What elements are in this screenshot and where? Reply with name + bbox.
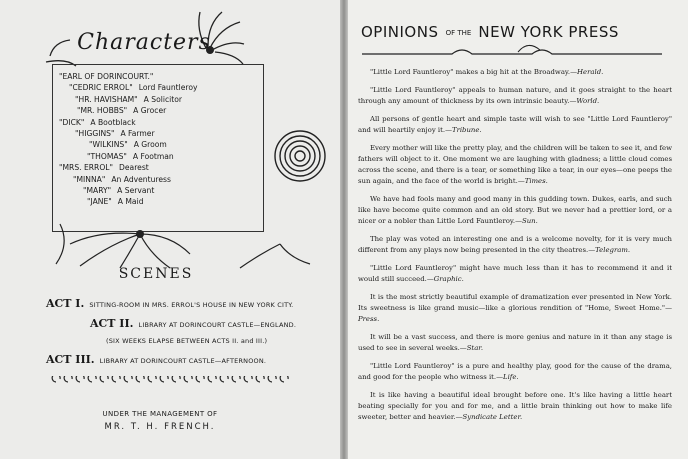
- cast-description: A Farmer: [120, 129, 155, 139]
- quote-source: Herald.: [577, 68, 604, 76]
- act-number: ACT I.: [46, 297, 85, 310]
- act-1: [46, 292, 293, 311]
- cast-member: [59, 117, 257, 128]
- cast-member: [59, 174, 257, 185]
- cast-member: [59, 71, 257, 82]
- press-heading-mid: OF THE: [445, 28, 472, 37]
- cast-list: [52, 64, 264, 232]
- quote-text: "Little Lord Fauntleroy" might have much less than it has to recommend it and it would still succeed.—: [358, 263, 672, 284]
- cast-role: "EARL OF DORINCOURT.": [59, 72, 154, 81]
- act-setting: SITTING-ROOM IN MRS. ERROL'S HOUSE IN NEW YORK CITY.: [89, 301, 294, 309]
- quote-source: Graphic.: [433, 275, 464, 284]
- press-quotes: [358, 67, 672, 430]
- press-quote: [358, 390, 672, 424]
- scroll-border-icon: [50, 376, 290, 388]
- quote-source: Telegram.: [595, 246, 631, 255]
- cast-member: [59, 94, 257, 105]
- act-interval-note: (SIX WEEKS ELAPSE BETWEEN ACTS II. and III.): [106, 337, 268, 345]
- press-quote: [358, 332, 672, 354]
- press-heading: [361, 22, 619, 41]
- cast-role: "DICK": [59, 117, 85, 127]
- management-line: UNDER THE MANAGEMENT OF: [102, 410, 218, 418]
- cast-member: [59, 151, 257, 162]
- cast-description: A Bootblack: [90, 117, 136, 127]
- press-heading-left: OPINIONS: [361, 23, 439, 41]
- quote-source: Syndicate Letter.: [462, 413, 523, 422]
- cast-role: "HR. HAVISHAM": [75, 94, 138, 104]
- cast-member: [59, 128, 257, 139]
- press-quote: [358, 361, 672, 383]
- cast-role: "MARY": [83, 186, 112, 196]
- cast-description: A Maid: [117, 197, 144, 207]
- cast-role: "MINNA": [73, 174, 106, 184]
- press-quote: [358, 263, 672, 285]
- cast-role: "HIGGINS": [75, 129, 115, 139]
- press-quote: [358, 85, 672, 107]
- cast-description: Lord Fauntleroy: [138, 83, 198, 93]
- spiral-ornament-icon: [272, 128, 328, 184]
- press-quote: [358, 234, 672, 256]
- heading-underline-icon: [358, 44, 674, 58]
- floral-spray-icon: [40, 214, 320, 272]
- cast-member: [59, 185, 257, 196]
- quote-source: World.: [576, 96, 600, 105]
- cast-member: [59, 82, 257, 93]
- characters-heading: Characters: [77, 30, 211, 55]
- quote-source: Star.: [466, 344, 484, 353]
- press-quote: [358, 194, 672, 228]
- act-setting: LIBRARY AT DORINCOURT CASTLE—AFTERNOON.: [99, 357, 267, 365]
- cast-description: A Solicitor: [143, 94, 182, 104]
- cast-description: A Groom: [133, 140, 167, 150]
- quote-text: All persons of gentle heart and simple taste will wish to see "Little Lord Fauntleroy" and will heartily enjoy it.—: [358, 114, 672, 134]
- act-3: [46, 348, 266, 367]
- cast-member: [59, 105, 257, 116]
- act-setting: LIBRARY AT DORINCOURT CASTLE—ENGLAND.: [138, 321, 297, 329]
- manager-name: MR. T. H. FRENCH.: [104, 422, 216, 432]
- cast-role: "CEDRIC ERROL": [69, 83, 133, 93]
- quote-text: It is the most strictly beautiful example of dramatization ever presented in New York. Its sweetness is like grand music—like a glorious rendition of "Home, Sweet Home."—: [358, 292, 672, 312]
- quote-source: Press.: [358, 315, 380, 324]
- quote-source: Sun.: [521, 217, 538, 226]
- cast-description: Dearest: [119, 163, 149, 173]
- cast-description: A Grocer: [133, 106, 167, 116]
- cast-role: "JANE": [87, 197, 112, 207]
- quote-text: "Little Lord Fauntleroy" is a pure and healthy play, good for the cause of the drama, and good for the people who witness it.—: [358, 361, 672, 381]
- quote-text: "Little Lord Fauntleroy" appeals to human nature, and it goes straight to the heart through any amount of thickness by its own intrinsic beauty.—: [358, 85, 672, 105]
- act-number: ACT II.: [90, 317, 134, 330]
- press-heading-right: NEW YORK PRESS: [478, 23, 619, 41]
- quote-source: Tribune.: [451, 125, 482, 134]
- management-credit: [40, 408, 280, 434]
- quote-text: The play was voted an interesting one and is a welcome novelty, for it is very much different from any plays now being presented in the city theatres.—: [358, 234, 672, 255]
- cast-member: [59, 139, 257, 150]
- quote-text: It is like having a beautiful ideal brought before one. It's like having a little heart beating specially for you and for me, and a little brain thinking out how to make life sweeter, better and heavier.—: [358, 390, 672, 422]
- quote-source: Times.: [524, 177, 548, 186]
- press-quote: [358, 292, 672, 326]
- cast-description: A Footman: [132, 151, 174, 161]
- right-page: [344, 0, 688, 459]
- quote-source: Life.: [503, 372, 519, 381]
- cast-member: [59, 162, 257, 173]
- cast-role: "WILKINS": [89, 140, 128, 150]
- press-quote: [358, 143, 672, 188]
- book-gutter: [340, 0, 348, 459]
- cast-member: [59, 196, 257, 207]
- quote-text: It will be a vast success, and there is more genius and nature in it than any stage is used to see in several weeks.—: [358, 332, 672, 353]
- cast-role: "MR. HOBBS": [77, 106, 128, 116]
- act-number: ACT III.: [46, 353, 95, 366]
- quote-text: We have had fools many and good many in this gudding town. Dukes, earls, and such like have become quite common and an old story. But we never had a prettier lord, or a nicer or a nobler than Little Lord Fauntleroy.—: [358, 194, 672, 226]
- cast-role: "THOMAS": [87, 151, 127, 161]
- cast-role: "MRS. ERROL": [59, 163, 114, 173]
- press-quote: [358, 67, 672, 78]
- press-quote: [358, 114, 672, 136]
- quote-text: "Little Lord Fauntleroy" makes a big hit at the Broadway.—: [370, 68, 577, 76]
- quote-text: Every mother will like the pretty play, and the children will be taken to see it, and few fathers will object to it. One moment we are laughing with gladness; a little cloud comes across the scene, and there is a tear, or something like a tear, in our eyes—one peeps the sun again, and the face of the world is bright.—: [358, 143, 672, 186]
- scenes-heading: SCENES: [118, 266, 194, 282]
- cast-description: A Servant: [117, 186, 155, 196]
- cast-description: An Adventuress: [111, 174, 171, 184]
